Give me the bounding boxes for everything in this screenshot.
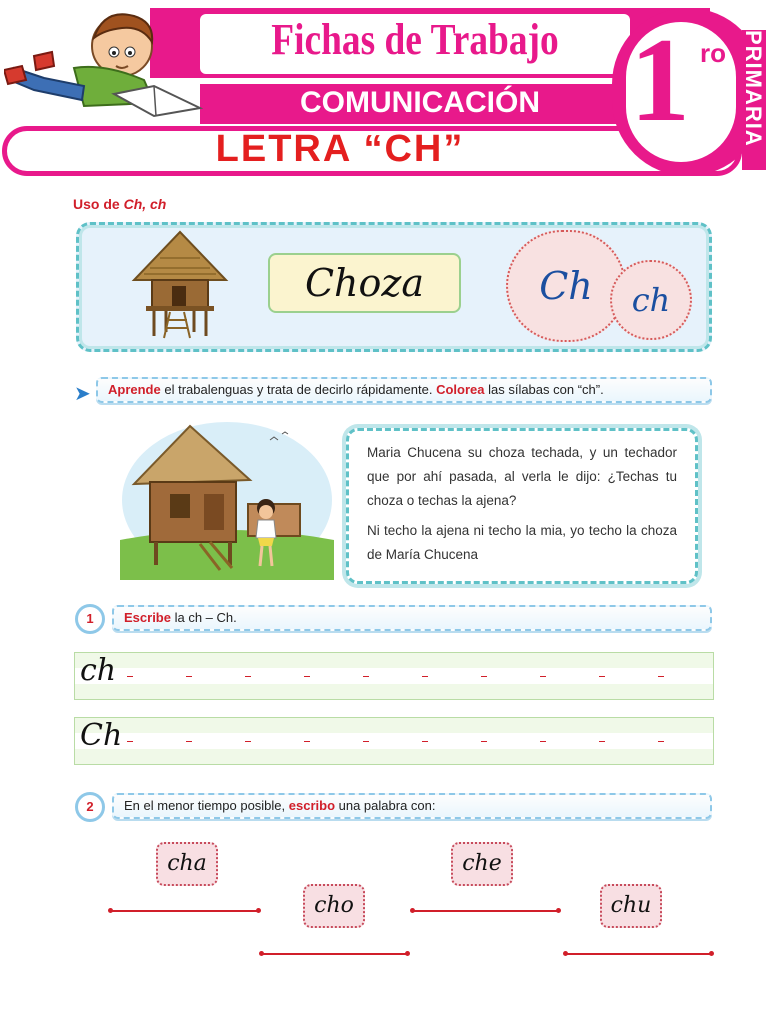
answer-line-end-dot xyxy=(256,908,261,913)
instruction-banner: Aprende el trabalenguas y trata de decirlo rápidamente. Colorea las sílabas con “ch”. xyxy=(96,377,712,403)
syllable-card-cha: cha xyxy=(156,842,218,886)
cursive-word: Choza xyxy=(304,261,425,305)
guide-dash xyxy=(422,741,428,742)
guide-dash xyxy=(186,741,192,742)
answer-line-end-dot xyxy=(405,951,410,956)
row-label-uppercase: Ch xyxy=(80,718,123,753)
grade-number: 1 xyxy=(630,13,690,146)
exercise-2-banner: En el menor tiempo posible, escribo una palabra con: xyxy=(112,793,712,819)
answer-line-end-dot xyxy=(709,951,714,956)
guide-dash xyxy=(304,676,310,677)
guide-dash xyxy=(186,676,192,677)
answer-line-end-dot xyxy=(556,908,561,913)
tongue-twister-box xyxy=(346,428,698,584)
level-label: PRIMARIA xyxy=(742,30,766,170)
boy-reading-illustration xyxy=(4,8,204,120)
guide-dash xyxy=(127,741,133,742)
guide-dash xyxy=(599,676,605,677)
writing-row-uppercase[interactable] xyxy=(74,717,714,765)
uppercase-letter: Ch xyxy=(539,264,593,308)
guide-dash xyxy=(304,741,310,742)
guide-dash xyxy=(481,741,487,742)
answer-line-chu[interactable] xyxy=(565,953,711,955)
answer-line-cho[interactable] xyxy=(261,953,407,955)
guide-dash xyxy=(658,741,664,742)
writing-row-lowercase[interactable] xyxy=(74,652,714,700)
tongue-twister-paragraph-1: Maria Chucena su choza techada, y un techador que por ahí pasada, al verla le dijo: ¿Techas tu choza o techas la ajena? xyxy=(367,445,677,508)
exercise-number-1: 1 xyxy=(75,604,105,634)
guide-dash xyxy=(363,676,369,677)
guide-dash xyxy=(245,676,251,677)
exercise-number-2: 2 xyxy=(75,792,105,822)
guide-dash xyxy=(363,741,369,742)
guide-dash xyxy=(245,741,251,742)
section-label: Uso de Ch, ch xyxy=(73,196,167,212)
subject-label: COMUNICACIÓN xyxy=(300,86,540,119)
guide-dash xyxy=(599,741,605,742)
tongue-twister-paragraph-2: Ni techo la ajena ni techo la mia, yo techo la choza de María Chucena xyxy=(367,523,677,562)
answer-line-che[interactable] xyxy=(412,910,558,912)
syllable-card-che: che xyxy=(451,842,513,886)
hut-girl-illustration xyxy=(120,420,334,580)
page-title: Fichas de Trabajo xyxy=(271,15,559,64)
exercise-1-banner: Escribe la ch – Ch. xyxy=(112,605,712,631)
grade-suffix: ro xyxy=(700,38,726,68)
guide-dash xyxy=(658,676,664,677)
guide-dash xyxy=(422,676,428,677)
guide-dash xyxy=(540,741,546,742)
guide-dash xyxy=(481,676,487,677)
lowercase-letter: ch xyxy=(631,281,671,319)
syllable-card-cho: cho xyxy=(303,884,365,928)
syllable-card-chu: chu xyxy=(600,884,662,928)
arrow-icon: ➤ xyxy=(74,383,91,405)
answer-line-cha[interactable] xyxy=(110,910,258,912)
guide-dash xyxy=(127,676,133,677)
row-label-lowercase: ch xyxy=(80,653,117,688)
hut-illustration xyxy=(130,228,230,340)
guide-dash xyxy=(540,676,546,677)
topic-title: LETRA “CH” xyxy=(215,128,465,170)
